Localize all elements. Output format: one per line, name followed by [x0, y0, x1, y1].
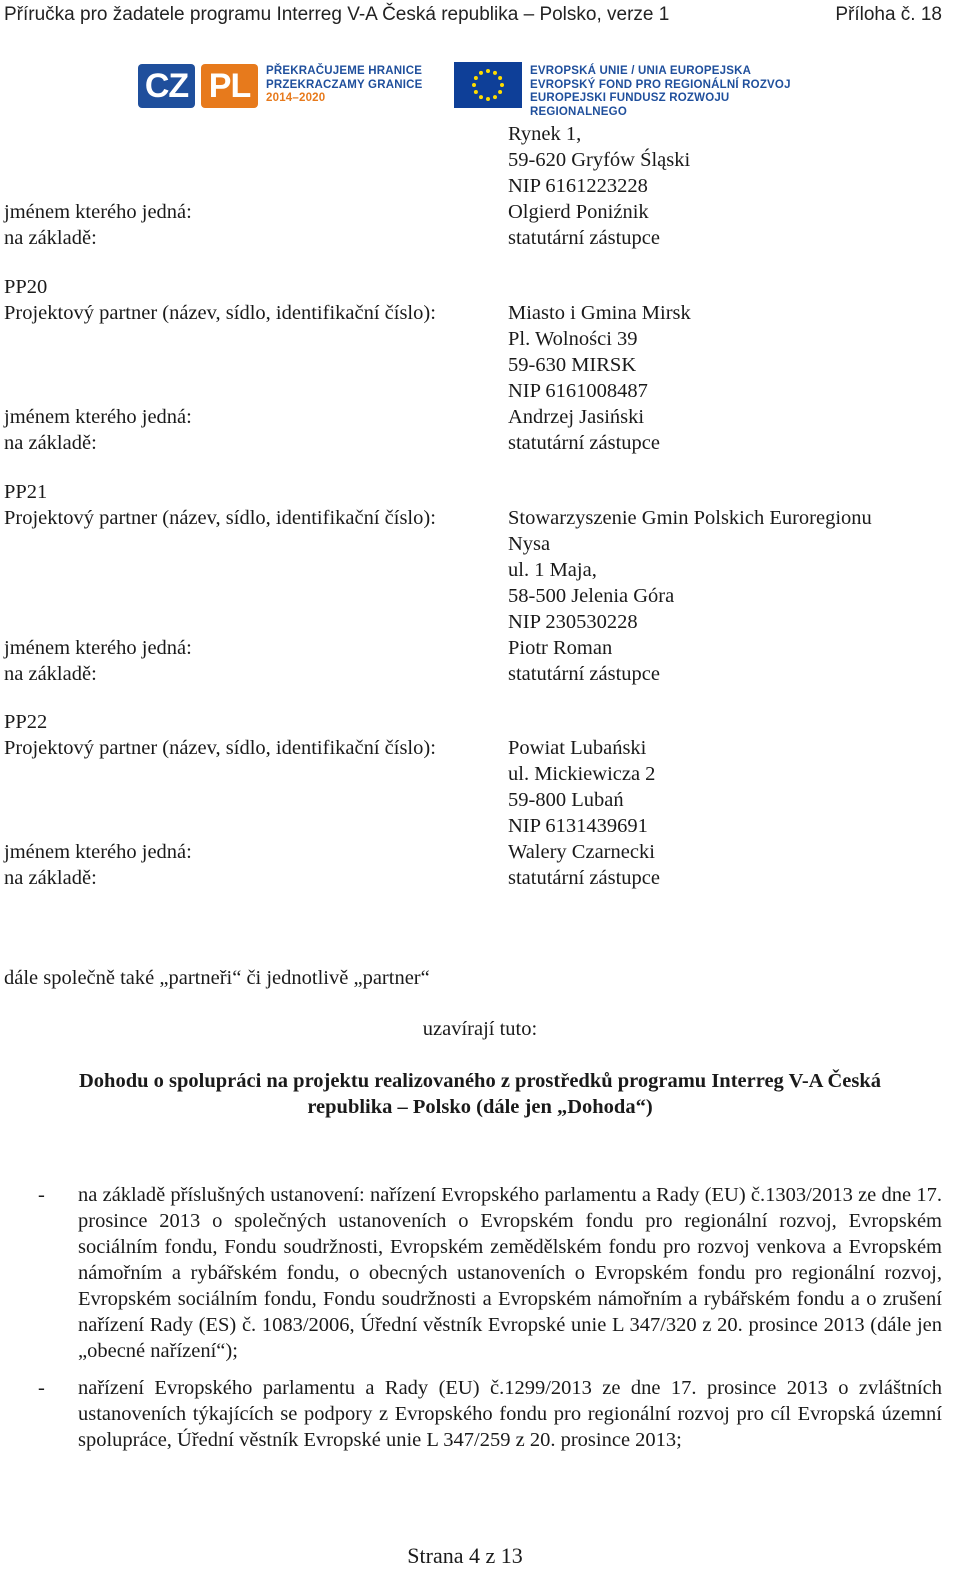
- agreement-title-line2: republika – Polsko (dále jen „Dohoda“): [307, 1096, 653, 1118]
- bullet-dash-2: -: [38, 1377, 45, 1399]
- pp19-address-line1: Rynek 1,: [508, 123, 582, 145]
- pp21-rep-label: jménem kterého jedná:: [4, 637, 192, 659]
- eu-logo-text: [530, 65, 818, 119]
- page-header: [4, 2, 942, 28]
- pp21-name-line2: Nysa: [508, 533, 551, 555]
- pp22-basis-label: na základě:: [4, 867, 97, 889]
- pp22-rep-label: jménem kterého jedná:: [4, 841, 192, 863]
- pp20-address-line2: 59-630 MIRSK: [508, 354, 637, 376]
- pp19-basis-value: statutární zástupce: [508, 227, 660, 249]
- pp19-rep-value: Olgierd Poniźnik: [508, 201, 649, 223]
- header-title: Příručka pro žadatele programu Interreg V-A Česká republika – Polsko, verze 1: [4, 4, 670, 25]
- pp21-address-line1: ul. 1 Maja,: [508, 559, 597, 581]
- pp22-address-line1: ul. Mickiewicza 2: [508, 763, 656, 785]
- pp21-partner-label: Projektový partner (název, sídlo, identifikační číslo):: [4, 507, 436, 529]
- pp21-code: PP21: [4, 481, 48, 503]
- bullet-dash-1: -: [38, 1184, 45, 1206]
- pp22-code: PP22: [4, 711, 48, 733]
- czpl-logo-text: [266, 65, 423, 106]
- pp22-rep-value: Walery Czarnecki: [508, 841, 655, 863]
- pp19-nip: NIP 6161223228: [508, 175, 648, 197]
- pp20-code: PP20: [4, 276, 48, 298]
- pp20-basis-value: statutární zástupce: [508, 432, 660, 454]
- pp21-rep-value: Piotr Roman: [508, 637, 613, 659]
- pp22-address-line2: 59-800 Lubań: [508, 789, 624, 811]
- pp21-address-line2: 58-500 Jelenia Góra: [508, 585, 675, 607]
- pp20-nip: NIP 6161008487: [508, 380, 648, 402]
- eu-text-line2: EVROPSKÝ FOND PRO REGIONÁLNÍ ROZVOJ: [530, 78, 791, 91]
- pp21-nip: NIP 230530228: [508, 611, 638, 633]
- cz-logo-box: CZ: [138, 64, 195, 108]
- legal-basis-item-2: nařízení Evropského parlamentu a Rady (EU) č.1299/2013 ze dne 17. prosince 2013 o zvláštních ustanoveních týkajících se podpory z Evropského fondu pro regionální rozvoj pro cíl Evropská územní spolupráce, Úřední věstník Evropské unie L 347/259 z 20. prosince 2013;: [78, 1377, 942, 1451]
- header-annex: Příloha č. 18: [835, 4, 942, 25]
- czpl-text-line2: PRZEKRACZAMY GRANICE: [266, 78, 423, 91]
- czpl-text-line1: PŘEKRAČUJEME HRANICE: [266, 65, 423, 77]
- pp21-basis-value: statutární zástupce: [508, 663, 660, 685]
- pp20-partner-label: Projektový partner (název, sídlo, identifikační číslo):: [4, 302, 436, 324]
- pp22-name: Powiat Lubański: [508, 737, 647, 759]
- pp22-nip: NIP 6131439691: [508, 815, 648, 837]
- pp21-name-line1: Stowarzyszenie Gmin Polskich Euroregionu: [508, 507, 872, 529]
- eu-text-line1: EVROPSKÁ UNIE / UNIA EUROPEJSKA: [530, 65, 752, 77]
- pp20-rep-label: jménem kterého jedná:: [4, 406, 192, 428]
- czpl-logo: [138, 64, 260, 108]
- pp20-basis-label: na základě:: [4, 432, 97, 454]
- pp22-basis-value: statutární zástupce: [508, 867, 660, 889]
- conclude-line: uzavírají tuto:: [422, 1018, 538, 1040]
- logo-bar: [138, 62, 818, 118]
- legal-basis-item-1: na základě příslušných ustanovení: nařízení Evropského parlamentu a Rady (EU) č.1303/2013 ze dne 17. prosince 2013 o společných ustanoveních o Evropském fondu pro regionální rozvoj, Evropském sociálním fondu, Fondu soudržnosti, Evropském zemědělském fondu pro rozvoj venkova a Evropském námořním a rybářském fondu, o obecných ustanoveních o Evropském fondu pro regionální rozvoj, Evropském sociálním fondu, Fondu soudržnosti a Evropském námořním a rybářském fondu a o zrušení nařízení Rady (ES) č. 1083/2006, Úřední věstník Evropské unie L 347/320 z 20. prosince 2013 (dále jen „obecné nařízení“);: [78, 1184, 942, 1362]
- pl-logo-box: PL: [201, 64, 258, 108]
- pp20-rep-value: Andrzej Jasiński: [508, 406, 645, 428]
- pp20-address-line1: Pl. Wolności 39: [508, 328, 638, 350]
- eu-flag-icon: [454, 62, 522, 108]
- pp19-rep-label: jménem kterého jedná:: [4, 201, 192, 223]
- eu-text-line3: EUROPEJSKI FUNDUSZ ROZWOJU REGIONALNEGO: [530, 92, 730, 118]
- pp19-basis-label: na základě:: [4, 227, 97, 249]
- pp21-basis-label: na základě:: [4, 663, 97, 685]
- pp19-address-line2: 59-620 Gryfów Śląski: [508, 149, 691, 171]
- pp22-partner-label: Projektový partner (název, sídlo, identifikační číslo):: [4, 737, 436, 759]
- page-number: Strana 4 z 13: [407, 1543, 523, 1568]
- agreement-title-line1: Dohodu o spolupráci na projektu realizovaného z prostředků programu Interreg V-A Česká: [78, 1070, 882, 1092]
- czpl-text-years: 2014–2020: [266, 92, 326, 104]
- pp20-name: Miasto i Gmina Mirsk: [508, 302, 691, 324]
- partners-collective-note: dále společně také „partneři“ či jednotlivě „partner“: [4, 967, 430, 989]
